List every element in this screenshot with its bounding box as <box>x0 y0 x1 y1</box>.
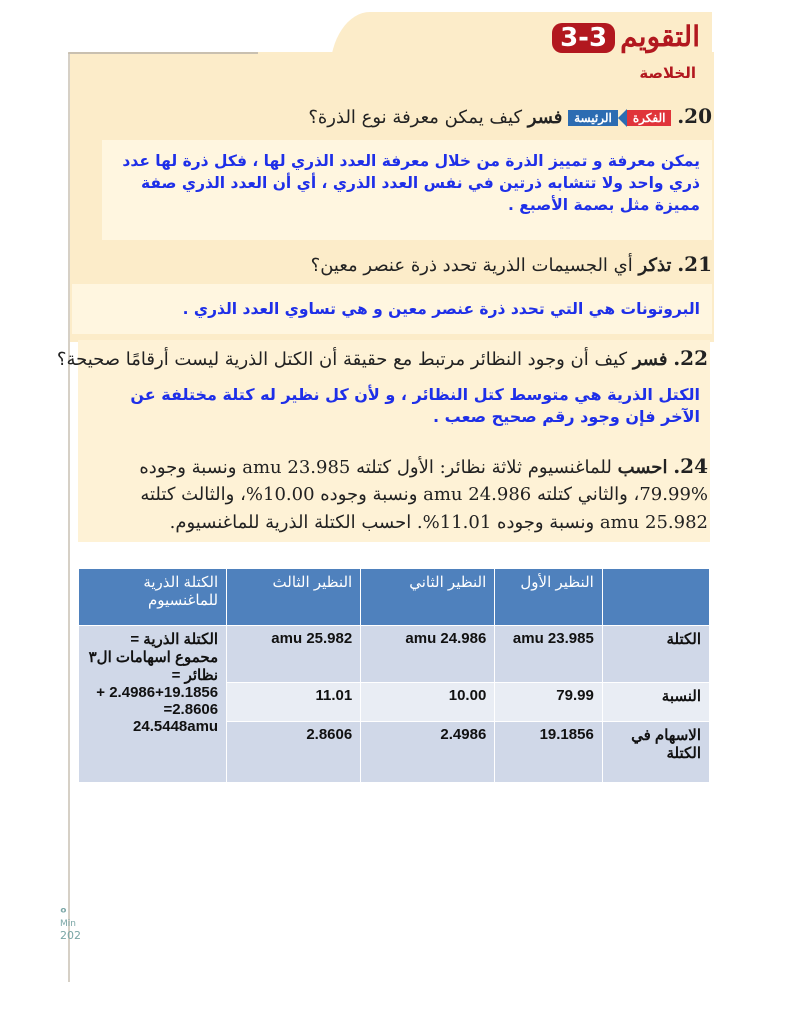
page-margin-line <box>68 52 70 982</box>
question-24-line1 <box>139 454 708 478</box>
question-number: 20. <box>677 104 712 128</box>
main-idea-tag: الفكرة <box>627 110 672 126</box>
table-cell: 25.982 amu <box>227 626 361 683</box>
question-24-line2: 79.99%، والثاني كتلته 24.986 amu ونسبة وجوده 10.00%، والثالث كتلته <box>140 484 708 505</box>
question-text: كيف يمكن معرفة نوع الذرة؟ <box>308 107 523 128</box>
question-text: كيف أن وجود النظائر مرتبط مع حقيقة أن الكتل الذرية ليست أرقامًا صحيحة؟ <box>56 349 628 370</box>
question-text: للماغنسيوم ثلاثة نظائر: الأول كتلته 23.985 amu ونسبة وجوده <box>139 457 612 478</box>
logo-mark: ᵒ <box>60 905 67 921</box>
table-cell: 79.99 <box>495 683 603 722</box>
table-header-row <box>79 569 710 626</box>
question-verb: احسب <box>617 457 668 478</box>
table-header-cell: النظير الثالث <box>227 569 361 626</box>
title-word: التقويم <box>620 20 700 53</box>
question-number: 22. <box>673 346 708 370</box>
question-20 <box>308 104 712 128</box>
chevron-icon <box>618 109 627 127</box>
question-text: أي الجسيمات الذرية تحدد ذرة عنصر معين؟ <box>310 255 633 276</box>
section-badge: 3-3 <box>552 23 615 53</box>
logo-year: 202 <box>60 929 81 942</box>
row-label: الكتلة <box>602 626 709 683</box>
question-number: 21. <box>677 252 712 276</box>
summary-label: الخلاصة <box>639 64 696 82</box>
question-verb: فسر <box>527 107 563 128</box>
table-cell: 2.4986 <box>361 722 495 783</box>
atomic-mass-result: الكتلة الذرية = محموع اسهامات ال٣ نظائر = 19.1856+2.4986 + 2.8606= 24.5448amu <box>79 626 227 783</box>
table-cell: 2.8606 <box>227 722 361 783</box>
table-header-cell <box>602 569 709 626</box>
table-cell: 10.00 <box>361 683 495 722</box>
table-row <box>79 626 710 683</box>
question-verb: فسر <box>632 349 668 370</box>
table-header-cell: النظير الثاني <box>361 569 495 626</box>
page-title <box>546 20 700 53</box>
table-header-cell: النظير الأول <box>495 569 603 626</box>
table-cell: 11.01 <box>227 683 361 722</box>
publisher-logo <box>60 905 81 942</box>
magnesium-isotopes-table <box>78 568 710 783</box>
answer-21: البروتونات هي التي تحدد ذرة عنصر معين و هي تساوي العدد الذري . <box>182 300 700 318</box>
logo-text: Min <box>60 919 76 929</box>
table-cell: 19.1856 <box>495 722 603 783</box>
answer-20: يمكن معرفة و تمييز الذرة من خلال معرفة العدد الذري لها ، فكل ذرة لها عدد ذري واحد ولا تتشابه ذرتين في نفس العدد الذري ، أي أن العدد الذري صفة مميزة مثل بصمة الأصبع . <box>122 152 700 214</box>
page-top-line <box>68 52 258 54</box>
key-tag: الرئيسة <box>568 110 618 126</box>
question-22 <box>57 346 708 370</box>
table-header-cell: الكتلة الذرية للماغنسيوم <box>79 569 227 626</box>
table-cell: 23.985 amu <box>495 626 603 683</box>
question-21 <box>311 252 712 276</box>
row-label: الاسهام في الكتلة <box>602 722 709 783</box>
question-verb: تذكر <box>638 255 672 276</box>
table-cell: 24.986 amu <box>361 626 495 683</box>
question-24-line3: 25.982 amu ونسبة وجوده 11.01%. احسب الكتلة الذرية للماغنسيوم. <box>169 512 708 533</box>
answer-22: الكتل الذرية هي متوسط كتل النظائر ، و لأن كل نظير له كتلة مختلفة عن الآخر فإن وجود رقم صحيح صعب . <box>130 385 700 426</box>
row-label: النسبة <box>602 683 709 722</box>
question-number: 24. <box>673 454 708 478</box>
